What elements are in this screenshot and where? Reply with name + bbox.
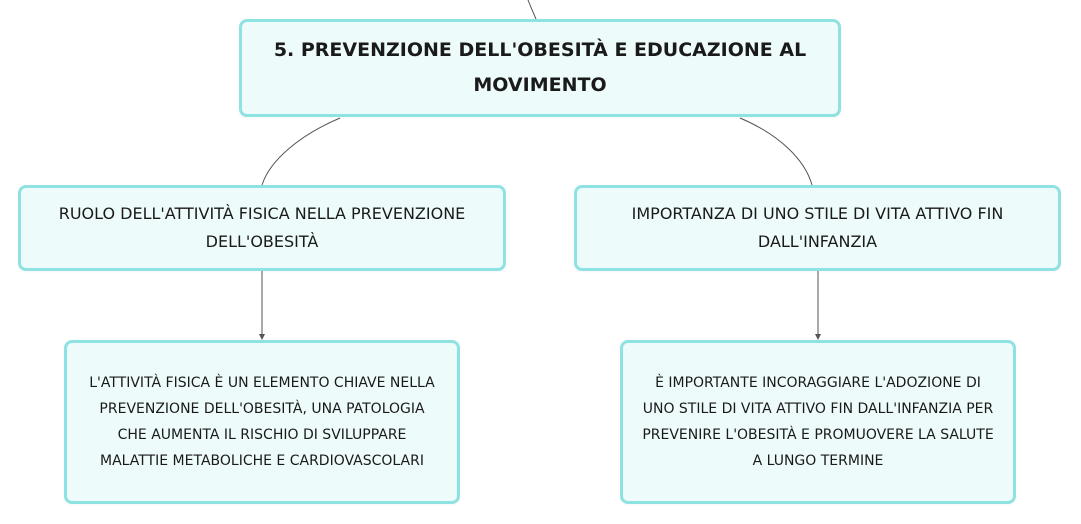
connector-from-parent (528, 0, 536, 19)
central-topic-label: 5. PREVENZIONE DELL'OBESITÀ E EDUCAZIONE AL MOVIMENTO (273, 39, 807, 96)
topic-label: RUOLO DELL'ATTIVITÀ FISICA NELLA PREVENZIONE DELL'OBESITÀ (58, 204, 466, 251)
topic-node-active-lifestyle-importance[interactable] (574, 185, 1061, 271)
connector-root-to-left-topic (262, 118, 340, 185)
detail-node-physical-activity[interactable] (64, 340, 460, 504)
topic-node-physical-activity-role[interactable] (18, 185, 506, 271)
connector-root-to-right-topic (740, 118, 812, 185)
detail-text: È IMPORTANTE INCORAGGIARE L'ADOZIONE DI UNO STILE DI VITA ATTIVO FIN DALL'INFANZIA PER PREVENIRE L'OBESITÀ E PROMUOVERE LA SALUTE A LUNGO TERMINE (642, 375, 994, 469)
central-topic-node[interactable] (239, 19, 841, 117)
topic-label: IMPORTANZA DI UNO STILE DI VITA ATTIVO FIN DALL'INFANZIA (631, 204, 1004, 251)
detail-node-active-lifestyle[interactable] (620, 340, 1016, 504)
detail-text: L'ATTIVITÀ FISICA È UN ELEMENTO CHIAVE NELLA PREVENZIONE DELL'OBESITÀ, UNA PATOLOGIA CHE AUMENTA IL RISCHIO DI SVILUPPARE MALATTIE METABOLICHE E CARDIOVASCOLARI (89, 375, 435, 469)
